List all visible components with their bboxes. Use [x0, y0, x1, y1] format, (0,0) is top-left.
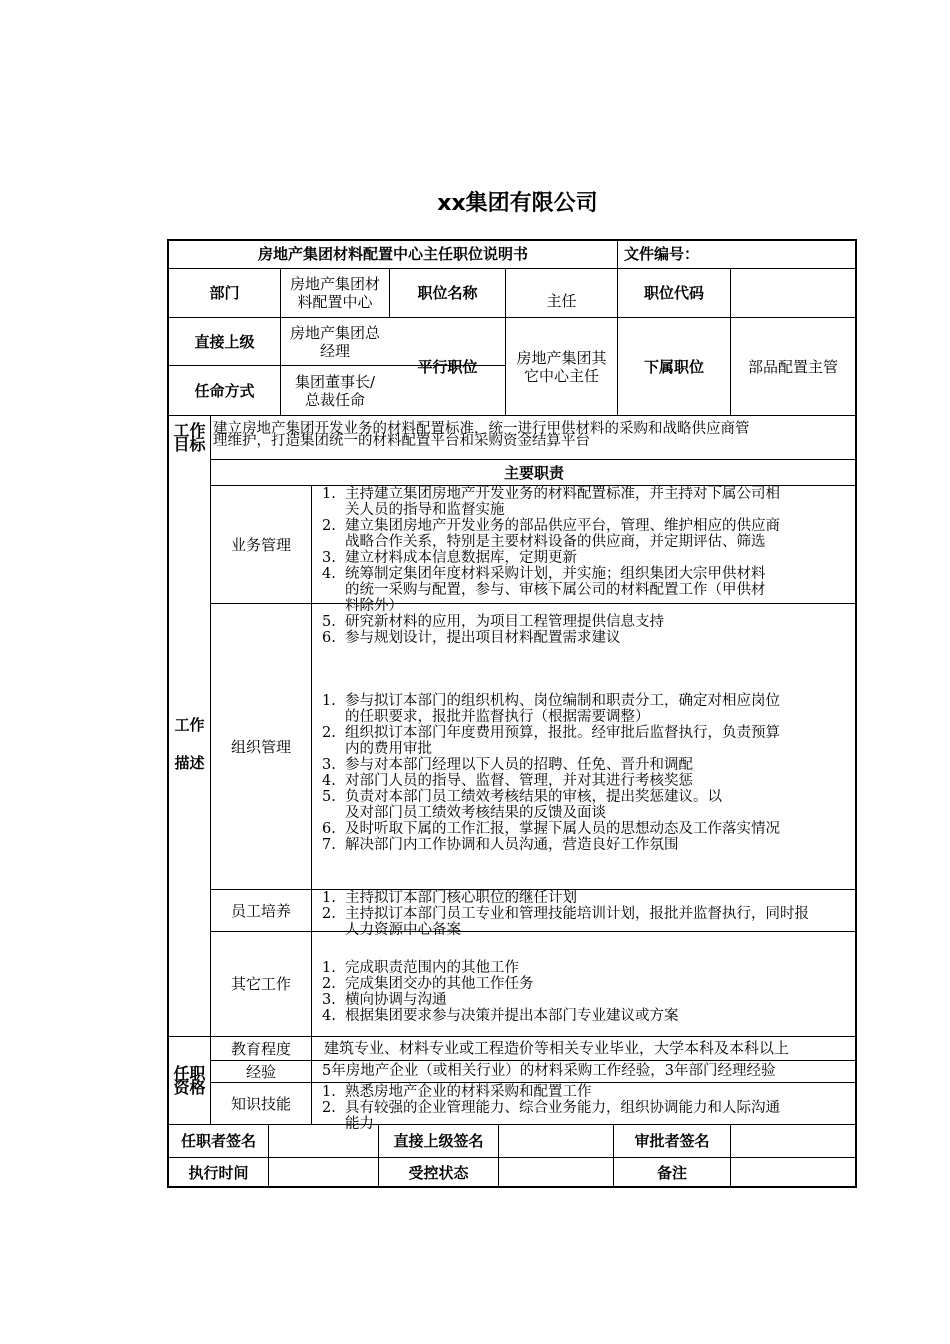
education-value: 建筑专业、材料专业或工程造价等相关专业毕业，大学本科及本科以上: [324, 1039, 790, 1057]
duty-item-text: 战略合作关系，特别是主要材料设备的供应商，并定期评估、筛选: [345, 534, 766, 550]
duty-item: [312, 614, 780, 630]
duty-item: [312, 598, 780, 614]
business-label: 业务管理: [230, 535, 291, 554]
duty-item-text: 组织拟订本部门年度费用预算，报批。经审批后监督执行，负责预算: [345, 725, 780, 741]
approver-sign-field[interactable]: [731, 1125, 855, 1157]
dept-label: 部门: [209, 284, 240, 302]
duty-item-number: 2.: [322, 976, 336, 992]
duty-item: [312, 566, 780, 582]
duty-item-text: 的统一采购与配置，参与、审核下属公司的材料配置工作（甲供材: [345, 582, 766, 598]
duty-item-text: 横向协调与沟通: [345, 992, 447, 1008]
organization-label: 组织管理: [230, 737, 291, 756]
training-label: 员工培养: [230, 901, 291, 920]
duty-item-text: 主持拟订本部门核心职位的继任计划: [345, 890, 577, 906]
company-title: xx集团有限公司: [437, 191, 598, 216]
duty-item: [312, 906, 809, 922]
duty-item-number: 4.: [322, 773, 336, 789]
business-duties-list: [312, 486, 780, 646]
remark-label: 备注: [656, 1163, 687, 1182]
duty-item: [312, 709, 780, 725]
goal-text-line2: 理维护，打造集团统一的材料配置平台和采购资金结算平台: [213, 433, 590, 449]
duty-item-number: 3.: [322, 757, 336, 773]
duty-item-text: 建立集团房地产开发业务的部品供应平台，管理、维护相应的供应商: [345, 518, 780, 534]
doc-title: 房地产集团材料配置中心主任职位说明书: [257, 245, 528, 263]
duty-item-text: 料除外）: [345, 598, 403, 614]
duty-item-number: 4.: [322, 566, 336, 582]
duty-item-number: 6.: [322, 821, 336, 837]
duty-item-number: 2.: [322, 906, 336, 922]
duty-item-number: 2.: [322, 518, 336, 534]
duty-item: [312, 693, 780, 709]
duty-item: [312, 757, 780, 773]
duty-item-number: 3.: [322, 550, 336, 566]
duty-item-number: 2.: [322, 725, 336, 741]
duty-item-text: 参与对本部门经理以下人员的招聘、任免、晋升和调配: [345, 757, 693, 773]
duty-item-text: 参与规划设计，提出项目材料配置需求建议: [345, 630, 621, 646]
duty-item-text: 主持拟订本部门员工专业和管理技能培训计划，报批并监督执行，同时报: [345, 906, 809, 922]
duty-item-text: 人力资源中心备案: [345, 922, 461, 938]
parallel-value: 房地产集团其它中心主任: [516, 348, 607, 385]
experience-value: 5年房地产企业（或相关行业）的材料采购工作经验，3年部门经理经验: [322, 1063, 776, 1079]
duty-item-number: 7.: [322, 837, 336, 853]
duty-item: [312, 502, 780, 518]
subordinate-value: 部品配置主管: [747, 357, 838, 376]
duty-item-number: 6.: [322, 630, 336, 646]
superior-sign-label: 直接上级签名: [393, 1132, 484, 1150]
organization-duties-list: [312, 693, 780, 853]
duty-item: [312, 1084, 780, 1100]
duty-item: [312, 534, 780, 550]
duty-item: [312, 960, 679, 976]
duty-item-number: 4.: [322, 1008, 336, 1024]
control-status-field[interactable]: [499, 1158, 613, 1187]
duty-item-text: 完成集团交办的其他工作任务: [345, 976, 534, 992]
duty-item: [312, 630, 780, 646]
duty-item-text: 对部门人员的指导、监督、管理，并对其进行考核奖惩: [345, 773, 693, 789]
duty-item-number: 3.: [322, 992, 336, 1008]
others-label: 其它工作: [230, 975, 291, 993]
duty-item-text: 内的费用审批: [345, 741, 432, 757]
duty-item-text: 解决部门内工作协调和人员沟通，营造良好工作氛围: [345, 837, 679, 853]
duty-item: [312, 550, 780, 566]
duty-item-number: 1.: [322, 960, 336, 976]
dept-value: 房地产集团材料配置中心: [289, 275, 380, 311]
code-label: 职位代码: [643, 284, 704, 302]
file-number-label: 文件编号：: [624, 245, 700, 263]
holder-sign-label: 任职者签名: [180, 1132, 256, 1150]
duty-item-text: 及对部门员工绩效考核结果的反馈及面谈: [345, 805, 606, 821]
duty-item-text: 关人员的指导和监督实施: [345, 502, 505, 518]
duty-item-number: 5.: [322, 614, 336, 630]
approver-sign-label: 审批者签名: [634, 1132, 710, 1150]
duties-label-line1: 工作: [174, 716, 205, 734]
duty-item: [312, 1100, 780, 1116]
duty-item-number: 2.: [322, 1100, 336, 1116]
training-duties-list: [312, 890, 809, 938]
duty-item-number: 1.: [322, 1084, 336, 1100]
duty-item: [312, 821, 780, 837]
duty-item: [312, 922, 809, 938]
subordinate-label: 下属职位: [643, 357, 704, 376]
duty-item-text: 参与拟订本部门的组织机构、岗位编制和职责分工，确定对相应岗位: [345, 693, 780, 709]
duty-item-text: 研究新材料的应用，为项目工程管理提供信息支持: [345, 614, 664, 630]
duty-item-text: 及时听取下属的工作汇报，掌握下属人员的思想动态及工作落实情况: [345, 821, 780, 837]
skills-label: 知识技能: [230, 1094, 291, 1113]
duty-item-number: 1.: [322, 693, 336, 709]
duty-item: [312, 789, 780, 805]
duty-item: [312, 992, 679, 1008]
duty-item: [312, 976, 679, 992]
duty-item: [312, 582, 780, 598]
duty-item-text: 建立材料成本信息数据库，定期更新: [345, 550, 577, 566]
duty-item: [312, 741, 780, 757]
duty-item-text: 根据集团要求参与决策并提出本部门专业建议或方案: [345, 1008, 679, 1024]
duty-item: [312, 837, 780, 853]
duty-item: [312, 486, 780, 502]
education-label: 教育程度: [230, 1039, 291, 1058]
position-value: 主任: [546, 292, 577, 310]
duty-item-number: 1.: [322, 486, 336, 502]
superior-label: 直接上级: [194, 332, 255, 351]
duty-item: [312, 1008, 679, 1024]
duty-item-text: 负责对本部门员工绩效考核结果的审核，提出奖惩建议。以: [345, 789, 722, 805]
duty-item-text: 具有较强的企业管理能力、综合业务能力，组织协调能力和人际沟通: [345, 1100, 780, 1116]
duties-section-label: [169, 706, 210, 782]
appoint-value: 集团董事长/总裁任命: [294, 372, 376, 409]
holder-sign-field[interactable]: [269, 1125, 378, 1157]
superior-value: 房地产集团总经理: [289, 323, 380, 360]
appoint-label: 任命方式: [194, 381, 255, 400]
duties-label-line2: 描述: [174, 754, 205, 772]
duty-item-number: 5.: [322, 789, 336, 805]
duty-item-text: 统筹制定集团年度材料采购计划，并实施；组织集团大宗甲供材料: [345, 566, 766, 582]
duty-item: [312, 773, 780, 789]
qualification-label: 任职资格: [173, 1063, 206, 1097]
parallel-label: 平行职位: [417, 357, 478, 376]
duty-item-text: 主持建立集团房地产开发业务的材料配置标准，并主持对下属公司相: [345, 486, 780, 502]
remark-field[interactable]: [731, 1158, 855, 1187]
duty-item: [312, 518, 780, 534]
duty-item: [312, 725, 780, 741]
duty-item-text: 熟悉房地产企业的材料采购和配置工作: [345, 1084, 592, 1100]
duty-item: [312, 890, 809, 906]
duty-item-number: 1.: [322, 890, 336, 906]
exec-time-label: 执行时间: [188, 1163, 249, 1182]
others-duties-list: [312, 960, 679, 1024]
position-label: 职位名称: [417, 284, 478, 302]
experience-label: 经验: [245, 1062, 276, 1081]
duty-item-text: 能力: [345, 1116, 374, 1132]
control-status-label: 受控状态: [408, 1163, 469, 1182]
goal-label: 工作目标: [173, 420, 206, 454]
duty-item-text: 的任职要求，报批并监督执行（根据需要调整）: [345, 709, 650, 725]
duty-item-text: 完成职责范围内的其他工作: [345, 960, 519, 976]
goal-text-line1: 建立房地产集团开发业务的材料配置标准，统一进行甲供材料的采购和战略供应商管: [213, 421, 750, 437]
main-duties-header: 主要职责: [503, 463, 564, 482]
code-value: [731, 269, 855, 317]
exec-time-field[interactable]: [269, 1158, 378, 1187]
superior-sign-field[interactable]: [499, 1125, 613, 1157]
duty-item: [312, 805, 780, 821]
